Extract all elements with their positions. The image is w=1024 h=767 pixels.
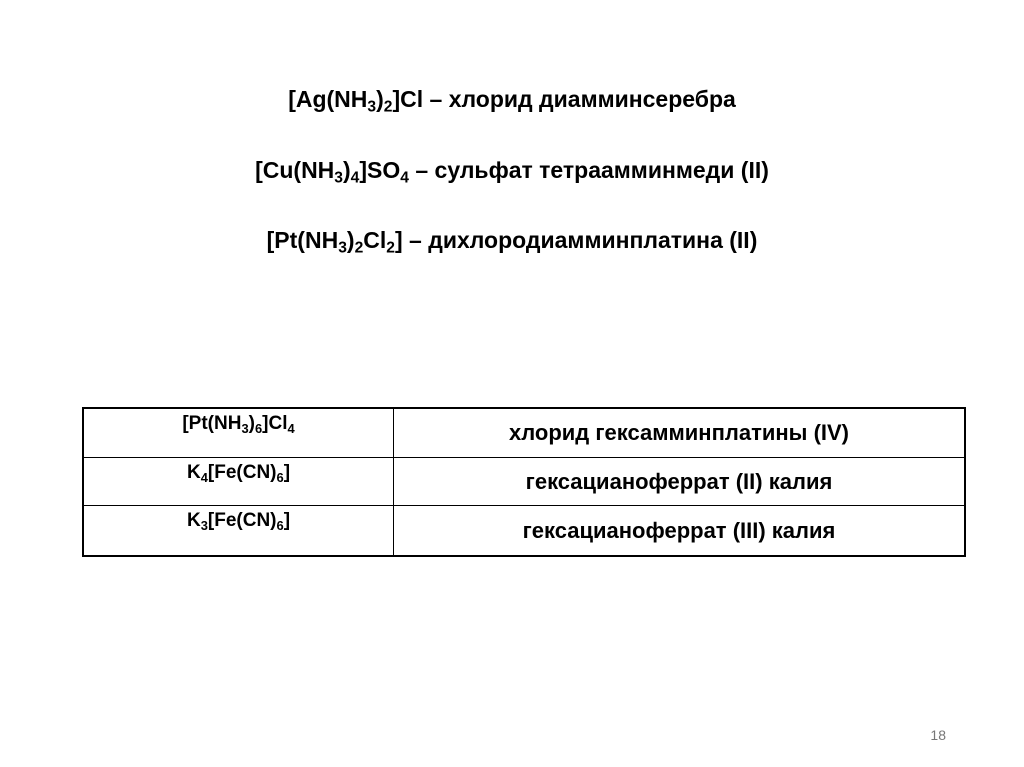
- name-ag: – хлорид диамминсеребра: [429, 86, 736, 112]
- name-cell: хлорид гексамминплатины (IV): [394, 408, 966, 458]
- formula-cell: $K_4[Fe(CN)_6]$: [83, 458, 394, 506]
- formula-pt: $[Pt(NH_3)_2Cl_2]$: [266, 227, 403, 257]
- page-number: 18: [930, 727, 946, 743]
- table-row: [83, 408, 965, 458]
- formula-cell: $K_3[Fe(CN)_6]$: [83, 506, 394, 557]
- name-pt: – дихлородиамминплатина (II): [409, 227, 758, 253]
- compound-line-platinum: [0, 227, 1024, 257]
- formula-ag: $[Ag(NH_3)_2]Cl$: [288, 86, 424, 116]
- compound-names-table: [82, 407, 966, 557]
- name-cu: – сульфат тетраамминмеди (II): [415, 157, 769, 183]
- compound-line-copper: [0, 157, 1024, 187]
- table-row: [83, 506, 965, 557]
- formula-cell: $[Pt(NH_3)_6]Cl_4$: [83, 408, 394, 458]
- compound-line-silver: [0, 86, 1024, 116]
- formula-cu: $[Cu(NH_3)_4]SO_4$: [255, 157, 409, 187]
- table-row: [83, 458, 965, 506]
- name-cell: гексацианоферрат (III) калия: [394, 506, 966, 557]
- name-cell: гексацианоферрат (II) калия: [394, 458, 966, 506]
